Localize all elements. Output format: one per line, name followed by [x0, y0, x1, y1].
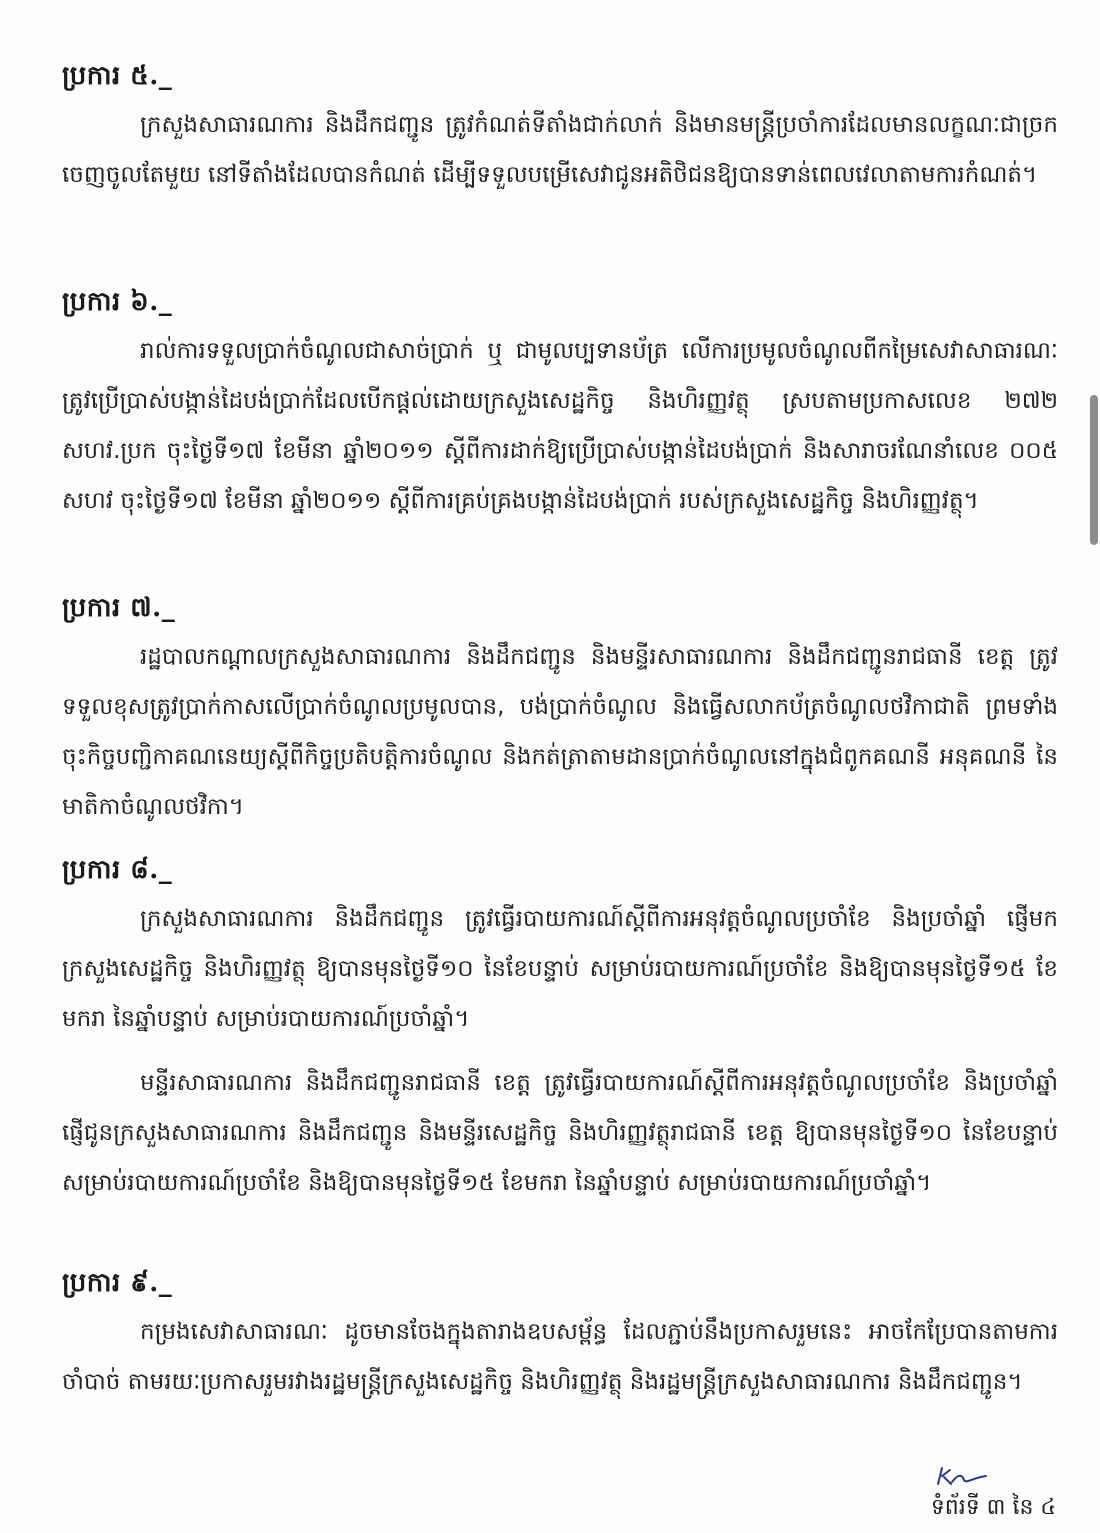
article-8	[62, 852, 1058, 1208]
initials-signature	[932, 1462, 992, 1490]
article-6	[62, 284, 1058, 526]
article-9	[62, 1265, 1058, 1407]
article-paragraph: ក្រសួងសាធារណការ និងដឹកជញ្ជូន ត្រូវកំណត់ទីតាំងជាក់លាក់ និងមានមន្ត្រីប្រចាំការដែលមានលក្ខណៈជាច្រកចេញចូលតែមួយ នៅទីតាំងដែលបានកំណត់ ដើម្បីទទួលបម្រើសេវាជូនអតិថិជនឱ្យបានទាន់ពេលវេលាតាមការកំណត់។	[62, 112, 1058, 188]
page-footer	[931, 1462, 1056, 1526]
article-paragraph: មន្ទីរសាធារណការ និងដឹកជញ្ជូនរាជធានី ខេត្ត ត្រូវធ្វើរបាយការណ៍ស្តីពីការអនុវត្តចំណូលប្រចាំខែ និងប្រចាំឆ្នាំ ផ្ញើជូនក្រសួងសាធារណការ និងដឹកជញ្ជូន និងមន្ទីរសេដ្ឋកិច្ច និងហិរញ្ញវត្ថុរាជធានី ខេត្ត ឱ្យបានមុនថ្ងៃទី១០ នៃខែបន្ទាប់ សម្រាប់របាយការណ៍ប្រចាំខែ និងឱ្យបានមុនថ្ងៃទី១៥ ខែមករា នៃឆ្នាំបន្ទាប់ សម្រាប់របាយការណ៍ប្រចាំឆ្នាំ។	[62, 1070, 1058, 1196]
article-heading: ប្រការ ៦._	[62, 287, 173, 317]
article-heading: ប្រការ ៩._	[62, 1268, 173, 1298]
article-heading: ប្រការ ៥._	[62, 61, 173, 91]
article-paragraph: រាល់ការទទួលប្រាក់ចំណូលជាសាច់ប្រាក់ ឬ ជាមូលប្បទានប័ត្រ លើការប្រមូលចំណូលពីកម្រៃសេវាសាធារណៈ ត្រូវប្រើប្រាស់បង្កាន់ដៃបង់ប្រាក់ដែលបើកផ្តល់ដោយក្រសួងសេដ្ឋកិច្ច និងហិរញ្ញវត្ថុ ស្របតាមប្រកាសលេខ ២៧២ សហវ.ប្រក ចុះថ្ងៃទី១៧ ខែមីនា ឆ្នាំ២០១១ ស្តីពីការដាក់ឱ្យប្រើប្រាស់បង្កាន់ដៃបង់ប្រាក់ និងសារាចរណែនាំលេខ ០០៥ សហវ ចុះថ្ងៃទី១៧ ខែមីនា ឆ្នាំ២០១១ ស្តីពីការគ្រប់គ្រងបង្កាន់ដៃបង់ប្រាក់ របស់ក្រសួងសេដ្ឋកិច្ច និងហិរញ្ញវត្ថុ។	[62, 338, 1058, 514]
article-7	[62, 590, 1058, 832]
article-heading: ប្រការ ៧._	[62, 593, 176, 623]
scrollbar-thumb[interactable]	[1090, 395, 1098, 545]
page-number: ទំព័រទី ៣ នៃ ៤	[930, 1495, 1056, 1520]
article-paragraph: កម្រងសេវាសាធារណៈ ដូចមានចែងក្នុងតារាងឧបសម្ព័ន្ធ ដែលភ្ជាប់នឹងប្រកាសរួមនេះ អាចកែប្រែបានតាមការចាំបាច់ តាមរយៈប្រកាសរួមរវាងរដ្ឋមន្ត្រីក្រសួងសេដ្ឋកិច្ច និងហិរញ្ញវត្ថុ និងរដ្ឋមន្ត្រីក្រសួងសាធារណការ និងដឹកជញ្ជូន។	[62, 1319, 1058, 1395]
article-paragraph: រដ្ឋបាលកណ្តាលក្រសួងសាធារណការ និងដឹកជញ្ជូន និងមន្ទីរសាធារណការ និងដឹកជញ្ជូនរាជធានី ខេត្ត ត្រូវទទួលខុសត្រូវប្រាក់កាសលើប្រាក់ចំណូលប្រមូលបាន, បង់ប្រាក់ចំណូល និងធ្វើសលាកប័ត្រចំណូលថវិកាជាតិ ព្រមទាំងចុះកិច្ចបញ្ជិកាគណនេយ្យស្តីពីកិច្ចប្រតិបត្តិការចំណូល និងកត់ត្រាតាមដានប្រាក់ចំណូលនៅក្នុងជំពូកគណនី អនុគណនី នៃមាតិកាចំណូលថវិកា។	[62, 644, 1058, 820]
article-5	[62, 58, 1058, 200]
article-heading: ប្រការ ៨._	[62, 855, 173, 885]
article-paragraph: ក្រសួងសាធារណការ និងដឹកជញ្ជូន ត្រូវធ្វើរបាយការណ៍ស្តីពីការអនុវត្តចំណូលប្រចាំខែ និងប្រចាំឆ្នាំ ផ្ញើមកក្រសួងសេដ្ឋកិច្ច និងហិរញ្ញវត្ថុ ឱ្យបានមុនថ្ងៃទី១០ នៃខែបន្ទាប់ សម្រាប់របាយការណ៍ប្រចាំខែ និងឱ្យបានមុនថ្ងៃទី១៥ ខែមករា នៃឆ្នាំបន្ទាប់ សម្រាប់របាយការណ៍ប្រចាំឆ្នាំ។	[62, 906, 1058, 1032]
vertical-scrollbar[interactable]	[1086, 0, 1100, 1533]
